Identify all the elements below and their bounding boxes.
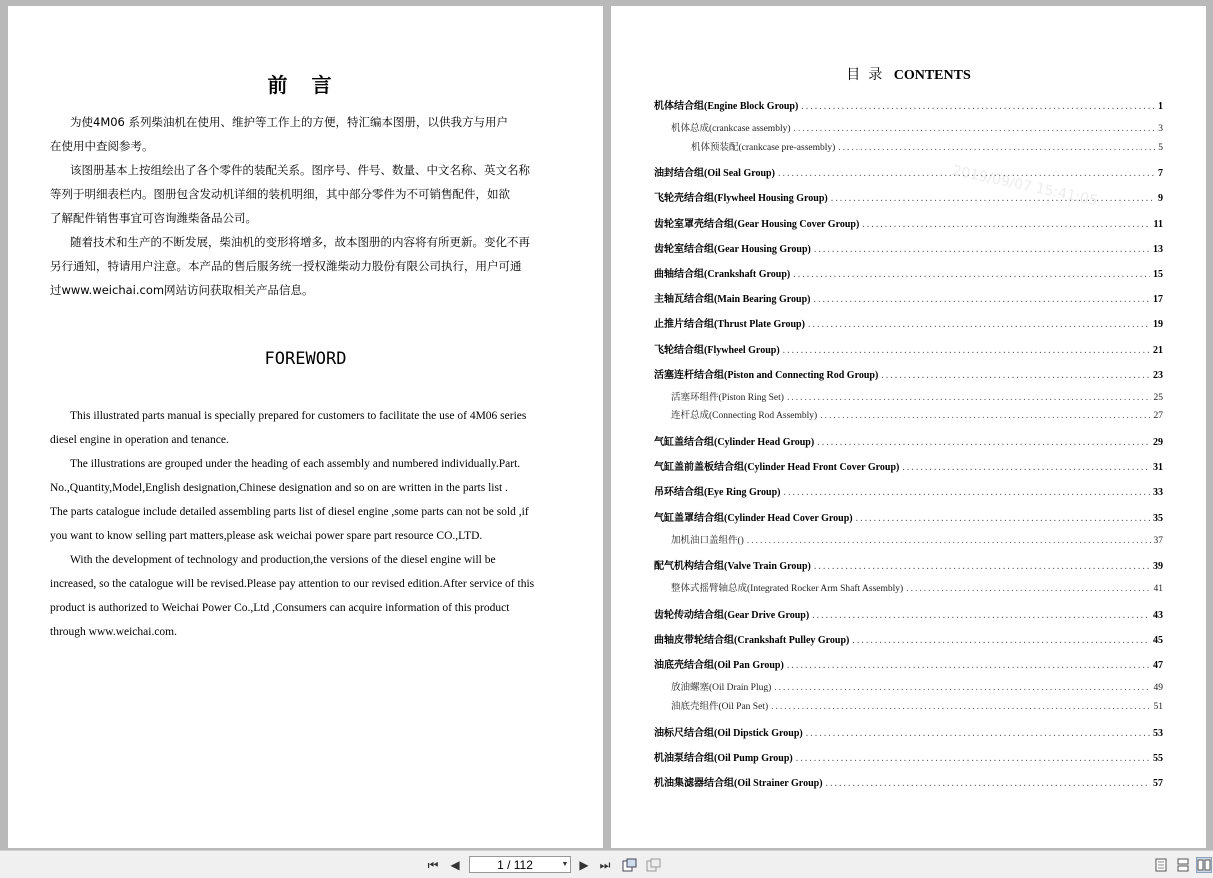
toc-leader-dots: [812, 610, 1150, 621]
text-line: 另行通知，特请用户注意。本产品的售后服务统一授权潍柴动力股份有限公司执行，用户可通: [50, 259, 522, 273]
next-page-icon[interactable]: ▶: [579, 858, 589, 872]
left-page: [8, 6, 603, 848]
text-line: The illustrations are grouped under the heading of each assembly and numbered individually.Part.: [70, 458, 521, 470]
toc-entry-label: 活塞环组件(Piston Ring Set): [671, 392, 784, 403]
toc-entry-page: 39: [1153, 561, 1163, 573]
toc-leader-dots: [771, 702, 1150, 712]
toc-entry-page: 9: [1158, 193, 1163, 205]
toc-entry-label: 曲轴结合组(Crankshaft Group): [654, 269, 791, 280]
toc-title: [611, 64, 1206, 84]
toc-leader-dots: [906, 584, 1150, 594]
toc-entry[interactable]: [671, 389, 1163, 405]
facing-pages-view-icon[interactable]: [1196, 857, 1212, 873]
toc-entry[interactable]: [654, 557, 1163, 573]
paragraph: [50, 548, 562, 644]
single-page-view-icon[interactable]: [1153, 857, 1169, 873]
toc-entry[interactable]: [671, 698, 1163, 714]
toc-entry[interactable]: [671, 407, 1163, 423]
toc-entry-page: 19: [1153, 319, 1163, 331]
toc-entry[interactable]: [654, 724, 1163, 740]
right-page: [611, 6, 1206, 848]
toc-leader-dots: [808, 319, 1150, 330]
toc-entry-label: 机体预装配(crankcase pre-assembly): [691, 142, 836, 153]
toc-leader-dots: [801, 101, 1155, 112]
text-line: 为使4M06 系列柴油机在使用、维护等工作上的方便，特汇编本图册，以供我方与用户: [70, 115, 509, 129]
toc-entry-page: 5: [1158, 142, 1163, 153]
toc-entry-label: 机油集滤器结合组(Oil Strainer Group): [654, 778, 823, 789]
toc-entry-page: 31: [1153, 462, 1163, 474]
toc-entry-page: 41: [1153, 584, 1163, 595]
toc-entry-label: 整体式摇臂轴总成(Integrated Rocker Arm Shaft Assembly): [671, 584, 904, 595]
text-line: increased, so the catalogue will be revised.Please pay attention to our revised edition.After service of this: [50, 578, 535, 590]
toc-entry[interactable]: [654, 97, 1163, 113]
text-line: product is authorized to Weichai Power Co.,Ltd ,Consumers can acquire information of this product: [50, 602, 510, 614]
toc-entry[interactable]: [654, 164, 1163, 180]
toc-entry-label: 止推片结合组(Thrust Plate Group): [654, 319, 805, 331]
toc-entry-page: 13: [1153, 243, 1163, 255]
toc-leader-dots: [778, 168, 1155, 179]
toc-leader-dots: [794, 124, 1156, 134]
toc-leader-dots: [852, 635, 1150, 646]
toc-leader-dots: [783, 345, 1150, 356]
toc-entry-page: 15: [1153, 269, 1163, 280]
toc-entry-page: 35: [1153, 512, 1163, 524]
toc-entry[interactable]: [691, 139, 1163, 155]
text-line: No.,Quantity,Model,English designation,Chinese designation and so on are written in the parts list .: [50, 482, 508, 494]
toc-entry-label: 飞轮壳结合组(Flywheel Housing Group): [654, 193, 828, 205]
toc-entry-page: 49: [1153, 683, 1163, 694]
chevron-down-icon: ▼: [561, 861, 569, 868]
toc-entry-label: 气缸盖结合组(Cylinder Head Group): [654, 437, 815, 448]
toc-entry-page: 3: [1158, 124, 1163, 134]
toc-entry[interactable]: [654, 341, 1163, 357]
toc-leader-dots: [838, 143, 1155, 153]
text-line: diesel engine in operation and tenance.: [50, 434, 229, 446]
toc-entry[interactable]: [654, 458, 1163, 474]
toc-entry[interactable]: [654, 483, 1163, 499]
text-line: 随着技术和生产的不断发展，柴油机的变形将增多，故本图册的内容将有所更新。变化不再: [70, 235, 530, 249]
toc-leader-dots: [806, 728, 1150, 739]
text-line: 该图册基本上按组绘出了各个零件的装配关系。图序号、件号、数量、中文名称、英文名称: [70, 163, 530, 177]
copy-view-icon[interactable]: [645, 857, 661, 873]
toc-entry-page: 51: [1153, 701, 1163, 712]
paragraph: [50, 230, 562, 302]
foreword-en-title: FOREWORD: [264, 349, 347, 369]
toc-entry-label: 机体总成(crankcase assembly): [671, 124, 791, 134]
toc-entry-label: 活塞连杆结合组(Piston and Connecting Rod Group): [654, 369, 879, 381]
toc-entry[interactable]: [654, 749, 1163, 765]
toc-leader-dots: [814, 561, 1150, 572]
paragraph: [50, 110, 562, 158]
foreword-cn-title: 前言: [267, 73, 356, 97]
toc-entry-label: 油底壳结合组(Oil Pan Group): [654, 660, 784, 672]
toc-entry-label: 飞轮结合组(Flywheel Group): [654, 344, 780, 356]
text-line: 在使用中查阅参考。: [50, 139, 154, 153]
paragraph: [50, 452, 562, 548]
toc-entry-page: 57: [1153, 778, 1163, 789]
viewer-toolbar: [0, 850, 1213, 878]
toc-entry-label: 油标尺结合组(Oil Dipstick Group): [654, 727, 803, 739]
toc-entry[interactable]: [654, 509, 1163, 525]
toc-entry-page: 1: [1158, 101, 1163, 112]
toc-entry-label: 齿轮室结合组(Gear Housing Group): [654, 243, 811, 255]
toc-entry[interactable]: [671, 120, 1163, 136]
toc-leader-dots: [817, 437, 1150, 448]
toc-entry[interactable]: [654, 189, 1163, 205]
toc-entry-page: 17: [1153, 294, 1163, 306]
toc-entry[interactable]: [654, 774, 1163, 790]
toc-entry-page: 45: [1153, 635, 1163, 647]
toc-entry-label: 齿轮传动结合组(Gear Drive Group): [654, 610, 810, 621]
toc-leader-dots: [784, 487, 1151, 498]
toc-entry-label: 连杆总成(Connecting Rod Assembly): [671, 411, 818, 422]
text-line: you want to know selling part matters,please ask weichai power spare part resource CO.,LTD.: [50, 530, 483, 542]
toc-entry-page: 37: [1153, 535, 1163, 546]
toc-entry-page: 55: [1153, 752, 1163, 764]
toc-leader-dots: [774, 683, 1150, 693]
text-line: With the development of technology and production,the versions of the diesel engine will be: [70, 554, 496, 566]
toc-entry[interactable]: [671, 532, 1163, 548]
toc-entry-page: 33: [1153, 487, 1163, 499]
toc-entry[interactable]: [654, 433, 1163, 449]
toc-entry-page: 27: [1153, 411, 1163, 422]
toc-leader-dots: [820, 411, 1150, 421]
toc-entry[interactable]: [654, 656, 1163, 672]
watermark: 2019/09/07 15:41:05: [950, 162, 1100, 210]
toc-entry[interactable]: [671, 679, 1163, 695]
toc-leader-dots: [796, 753, 1150, 764]
toc-entry[interactable]: [654, 631, 1163, 647]
toc-leader-dots: [856, 513, 1150, 524]
toc-entry-page: 25: [1153, 392, 1163, 403]
paragraph: [50, 158, 562, 230]
toc-entry-page: 47: [1153, 660, 1163, 672]
toc-title-zh: 目录: [846, 67, 891, 83]
toc-leader-dots: [902, 462, 1150, 473]
text-line: 等列于明细表栏内。图册包含发动机详细的装机明细，其中部分零件为不可销售配件，如欲: [50, 187, 510, 201]
toc-entry-label: 放油螺塞(Oil Drain Plug): [671, 683, 772, 694]
toc-entry-label: 吊环结合组(Eye Ring Group): [654, 487, 781, 499]
toc-entry[interactable]: [654, 265, 1163, 281]
toc-entry-label: 气缸盖前盖板结合组(Cylinder Head Front Cover Group): [654, 462, 900, 474]
toc-entry-label: 加机油口盖组件(): [671, 535, 744, 546]
toc-entry-label: 油封结合组(Oil Seal Group): [654, 168, 775, 180]
toc-entry[interactable]: [654, 315, 1163, 331]
toc-leader-dots: [813, 294, 1150, 305]
text-line: 了解配件销售事宜可咨询潍柴备品公司。: [50, 211, 257, 225]
toc-entry-page: 21: [1153, 344, 1163, 356]
toc-entry[interactable]: [671, 580, 1163, 596]
toc-entry-label: 机油泵结合组(Oil Pump Group): [654, 752, 793, 764]
page-number-select[interactable]: [469, 856, 571, 873]
text-line: 过www.weichai.com网站访问获取相关产品信息。: [50, 283, 314, 297]
toc-leader-dots: [747, 536, 1151, 546]
toc-entry[interactable]: [654, 366, 1163, 382]
toc-leader-dots: [787, 660, 1150, 671]
toc-entry[interactable]: [654, 240, 1163, 256]
toc-entry-label: 气缸盖罩结合组(Cylinder Head Cover Group): [654, 512, 853, 524]
toc-entry-label: 齿轮室罩壳结合组(Gear Housing Cover Group): [654, 218, 860, 230]
prev-page-icon[interactable]: ◀: [450, 858, 460, 872]
toc-entry-label: 曲轴皮带轮结合组(Crankshaft Pulley Group): [654, 635, 850, 647]
continuous-view-icon[interactable]: [1175, 857, 1191, 873]
toc-leader-dots: [793, 269, 1150, 280]
toc-title-en: CONTENTS: [893, 68, 971, 83]
text-line: through www.weichai.com.: [50, 626, 177, 638]
toc-entry-page: 53: [1153, 727, 1163, 739]
toc-leader-dots: [881, 370, 1150, 381]
text-line: The parts catalogue include detailed assembling parts list of diesel engine ,some parts can not be sold ,if: [50, 506, 529, 518]
toc-entry[interactable]: [654, 290, 1163, 306]
toc-entry-label: 油底壳组件(Oil Pan Set): [671, 701, 769, 712]
toc-leader-dots: [862, 219, 1150, 230]
rotate-view-icon[interactable]: [621, 857, 637, 873]
toc-leader-dots: [826, 778, 1150, 789]
toc-leader-dots: [831, 193, 1155, 204]
toc-entry-page: 23: [1153, 369, 1163, 381]
first-page-icon[interactable]: ⏮: [427, 857, 439, 872]
toc-entry-page: 29: [1153, 437, 1163, 448]
toc-leader-dots: [787, 393, 1151, 403]
toc-entry-page: 11: [1153, 218, 1163, 230]
paragraph: [50, 404, 562, 452]
toc-leader-dots: [814, 244, 1150, 255]
page-indicator: 1 / 112: [497, 857, 533, 872]
toc-entry[interactable]: [654, 606, 1163, 622]
last-page-icon[interactable]: ⏭: [599, 857, 611, 872]
toc-entry-label: 配气机构结合组(Valve Train Group): [654, 561, 811, 573]
toc-entry-page: 43: [1153, 610, 1163, 621]
toc-entry-page: 7: [1158, 168, 1163, 180]
toc-entry-label: 机体结合组(Engine Block Group): [654, 101, 799, 112]
toc-entry[interactable]: [654, 215, 1163, 231]
toc-entry-label: 主轴瓦结合组(Main Bearing Group): [654, 294, 811, 306]
text-line: This illustrated parts manual is specially prepared for customers to facilitate the use of 4M06 series: [70, 410, 527, 422]
